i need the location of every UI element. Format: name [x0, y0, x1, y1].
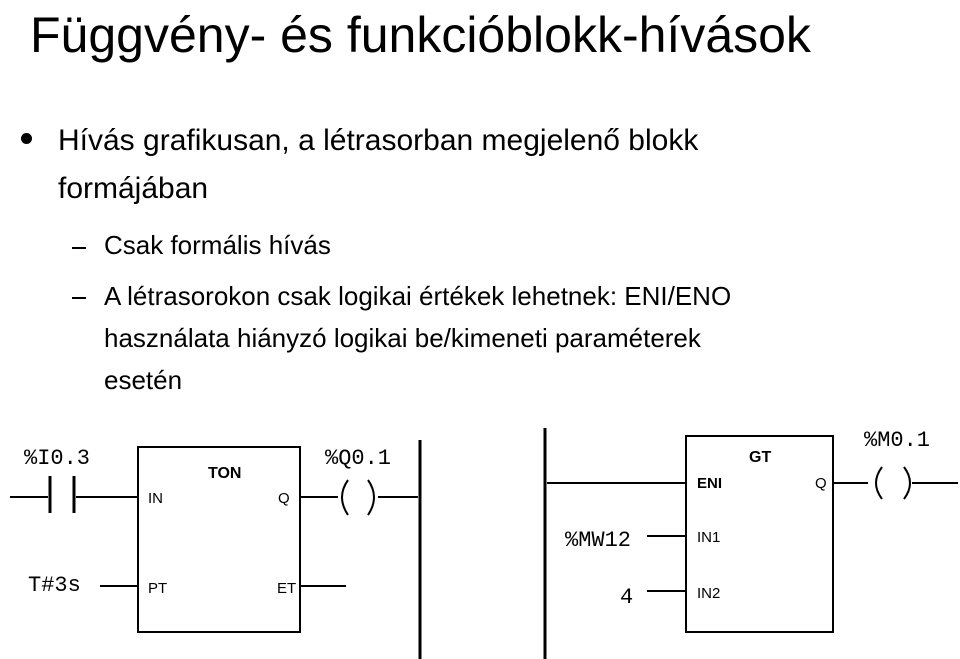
- sub-bullet-line: Csak formális hívás: [104, 230, 331, 260]
- contact-address-label: %I0.3: [24, 446, 91, 471]
- gt-type-label: GT: [749, 449, 772, 466]
- coil-address-label: %Q0.1: [325, 446, 392, 471]
- coil-right-arc: [904, 467, 910, 499]
- sub-bullet-line: A létrasorokon csak logikai értékek lehetnek: ENI/ENO: [104, 281, 732, 311]
- sub-bullet-line: használata hiányzó logikai be/kimeneti paraméterek: [104, 323, 701, 353]
- gt-eni-pin: ENI: [697, 475, 723, 492]
- coil-left-arc: [342, 480, 348, 515]
- ton-pt-pin: PT: [148, 580, 168, 597]
- slide-title: Függvény- és funkcióblokk-hívások: [30, 7, 811, 63]
- gt-q-pin: Q: [815, 475, 827, 492]
- coil-left-arc: [876, 467, 882, 499]
- ton-et-pin: ET: [277, 580, 297, 597]
- main-bullet-line-2: formájában: [58, 172, 209, 205]
- ton-in-pin: IN: [148, 490, 163, 507]
- coil-right-arc: [368, 480, 374, 515]
- in1-value-label: %MW12: [565, 528, 632, 553]
- preset-value-label: T#3s: [28, 573, 81, 598]
- main-bullet-line-1: Hívás grafikusan, a létrasorban megjelenő blokk: [58, 124, 699, 157]
- sub-bullet-line: esetén: [104, 365, 183, 395]
- ton-q-pin: Q: [278, 490, 290, 507]
- coil-address-label: %M0.1: [864, 428, 931, 453]
- ton-type-label: TON: [208, 465, 242, 482]
- in2-value-label: 4: [620, 585, 634, 610]
- gt-in2-pin: IN2: [697, 585, 721, 602]
- gt-in1-pin: IN1: [697, 529, 721, 546]
